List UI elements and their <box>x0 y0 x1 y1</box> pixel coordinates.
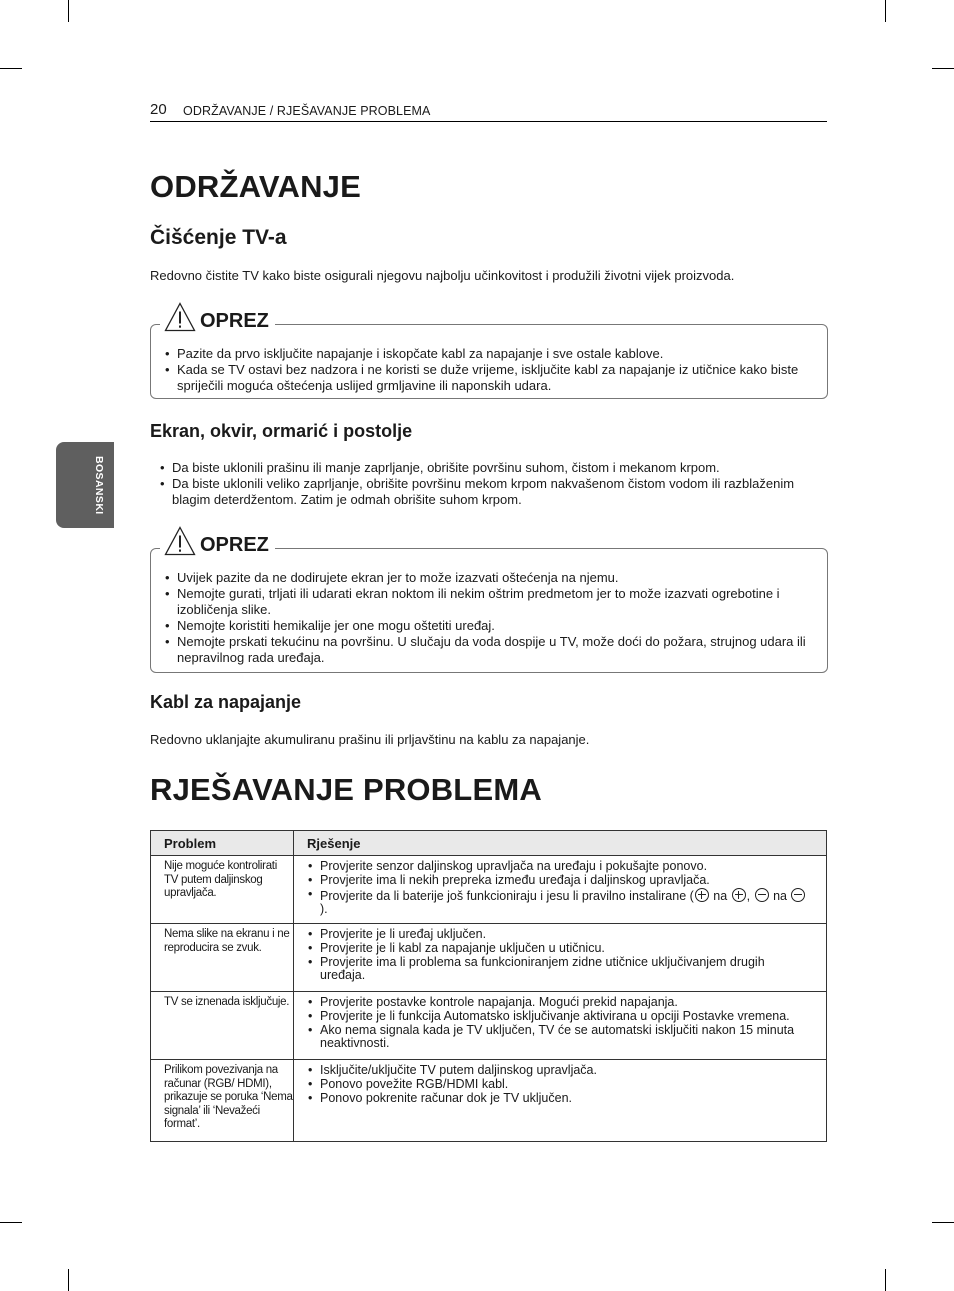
maintenance-title: ODRŽAVANJE <box>150 169 361 204</box>
caution-label: OPREZ <box>200 534 269 556</box>
minus-terminal-icon <box>791 888 805 902</box>
list-item: • Nemojte gurati, trljati ili udarati ekran noktom ili nekim oštrim predmetom jer to može izazvati ogrebotine i izobličenja slike. <box>163 586 813 618</box>
battery-text-na: na <box>769 888 791 903</box>
solution-cell <box>294 1060 827 1142</box>
table-row <box>151 856 827 924</box>
list-item: • Ako nema signala kada je TV uključen, TV će se automatski isključiti nakon 15 minuta neaktivnosti. <box>306 1024 812 1052</box>
battery-text-sep: , <box>746 888 754 903</box>
list-item: • Nemojte prskati tekućinu na površinu. U slučaju da voda dospije u TV, može doći do požara, strujnog udara ili nepravilnog rada uređaja. <box>163 634 813 666</box>
list-item: • Kada se TV ostavi bez nadzora i ne koristi se duže vrijeme, isključite kabl za napajanje iz utičnice kako biste spriječili moguća oštećenja uslijed grmljavine ili naponskih udara. <box>163 362 813 394</box>
problem-cell: Prilikom povezivanja na računar (RGB/ HDMI), prikazuje se poruka ‘Nema signala’ ili ‘Nevažeći format’. <box>151 1060 294 1142</box>
table-row <box>151 1060 827 1142</box>
column-header-solution: Rješenje <box>294 831 827 856</box>
crop-mark <box>68 1269 69 1291</box>
caution-header <box>160 302 275 332</box>
screen-section-title: Ekran, okvir, ormarić i postolje <box>150 421 413 441</box>
crop-mark <box>68 0 69 22</box>
list-item: • Ponovo povežite RGB/HDMI kabl. <box>306 1078 812 1092</box>
power-cord-title: Kabl za napajanje <box>150 692 302 712</box>
list-item: • Uvijek pazite da ne dodirujete ekran jer to može izazvati oštećenja na njemu. <box>163 570 813 586</box>
list-item: • Da biste uklonili veliko zaprljanje, obrišite površinu mekom krpom nakvašenom čistom vodom ili razblaženim blagim deterdžentom. Zatim je odmah obrišite suhom krpom. <box>158 476 818 508</box>
problem-cell: Nije moguće kontrolirati TV putem daljinskog upravljača. <box>151 856 294 924</box>
cleaning-intro: Redovno čistite TV kako biste osigurali njegovu najbolju učinkovitost i produžili životni vijek proizvoda. <box>150 268 735 283</box>
crop-mark <box>885 1269 886 1291</box>
power-cord-text: Redovno uklanjajte akumuliranu prašinu ili prljavštinu na kablu za napajanje. <box>150 732 590 747</box>
solution-cell <box>294 924 827 992</box>
troubleshooting-table <box>150 830 827 1142</box>
list-item: • Pazite da prvo isključite napajanje i iskopčate kabl za napajanje i sve ostale kablove. <box>163 346 813 362</box>
caution-label: OPREZ <box>200 310 269 332</box>
table-row <box>151 924 827 992</box>
battery-text-end: ). <box>320 902 328 917</box>
list-item: • Provjerite ima li problema sa funkcioniranjem zidne utičnice uključivanjem drugih uređaja. <box>306 956 812 984</box>
caution-box <box>150 324 828 399</box>
list-item <box>306 888 812 918</box>
battery-text-na: na <box>709 888 731 903</box>
solution-list <box>306 1064 812 1105</box>
list-item: • Provjerite ima li nekih prepreka između uređaja i daljinskog upravljača. <box>306 874 812 888</box>
running-title: ODRŽAVANJE / RJEŠAVANJE PROBLEMA <box>183 104 431 118</box>
language-side-tab-label: BOSANSKI <box>93 455 105 515</box>
language-side-tab <box>56 442 114 528</box>
crop-mark <box>0 1222 22 1223</box>
table-row <box>151 992 827 1060</box>
column-header-problem: Problem <box>151 831 294 856</box>
list-item: • Provjerite postavke kontrole napajanja. Mogući prekid napajanja. <box>306 996 812 1010</box>
problem-cell: Nema slike na ekranu i ne reproducira se zvuk. <box>151 924 294 992</box>
crop-mark <box>932 68 954 69</box>
solution-list <box>306 928 812 983</box>
caution-list <box>163 570 813 666</box>
plus-terminal-icon <box>695 888 709 902</box>
header-rule <box>150 121 827 122</box>
caution-list <box>163 346 813 394</box>
crop-mark <box>0 68 22 69</box>
crop-mark <box>885 0 886 22</box>
list-item: • Da biste uklonili prašinu ili manje zaprljanje, obrišite površinu suhom, čistom i mekanom krpom. <box>158 460 818 476</box>
list-item: • Nemojte koristiti hemikalije jer one mogu oštetiti uređaj. <box>163 618 813 634</box>
screen-care-list <box>158 460 818 508</box>
cleaning-title: Čišćenje TV-a <box>150 226 287 249</box>
problem-cell: TV se iznenada isključuje. <box>151 992 294 1060</box>
page-number: 20 <box>150 101 167 118</box>
crop-mark <box>932 1222 954 1223</box>
troubleshooting-title: RJEŠAVANJE PROBLEMA <box>150 772 542 807</box>
solution-list <box>306 996 812 1051</box>
list-item: • Provjerite je li uređaj uključen. <box>306 928 812 942</box>
list-item: • Provjerite je li funkcija Automatsko isključivanje aktivirana u opciji Postavke vremena. <box>306 1010 812 1024</box>
solution-cell <box>294 856 827 924</box>
plus-terminal-icon <box>732 888 746 902</box>
solution-cell <box>294 992 827 1060</box>
table-header-row <box>151 831 827 856</box>
minus-terminal-icon <box>755 888 769 902</box>
battery-text-start: Provjerite da li baterije još funkcioniraju i jesu li pravilno instalirane ( <box>320 888 694 903</box>
solution-list <box>306 860 812 917</box>
warning-icon <box>164 302 196 332</box>
list-item: • Provjerite je li kabl za napajanje uključen u utičnicu. <box>306 942 812 956</box>
warning-icon <box>164 526 196 556</box>
list-item: • Provjerite senzor daljinskog upravljača na uređaju i pokušajte ponovo. <box>306 860 812 874</box>
list-item: • Isključite/uključite TV putem daljinskog upravljača. <box>306 1064 812 1078</box>
caution-header <box>160 526 275 556</box>
list-item: • Ponovo pokrenite računar dok je TV uključen. <box>306 1092 812 1106</box>
caution-box <box>150 548 828 673</box>
